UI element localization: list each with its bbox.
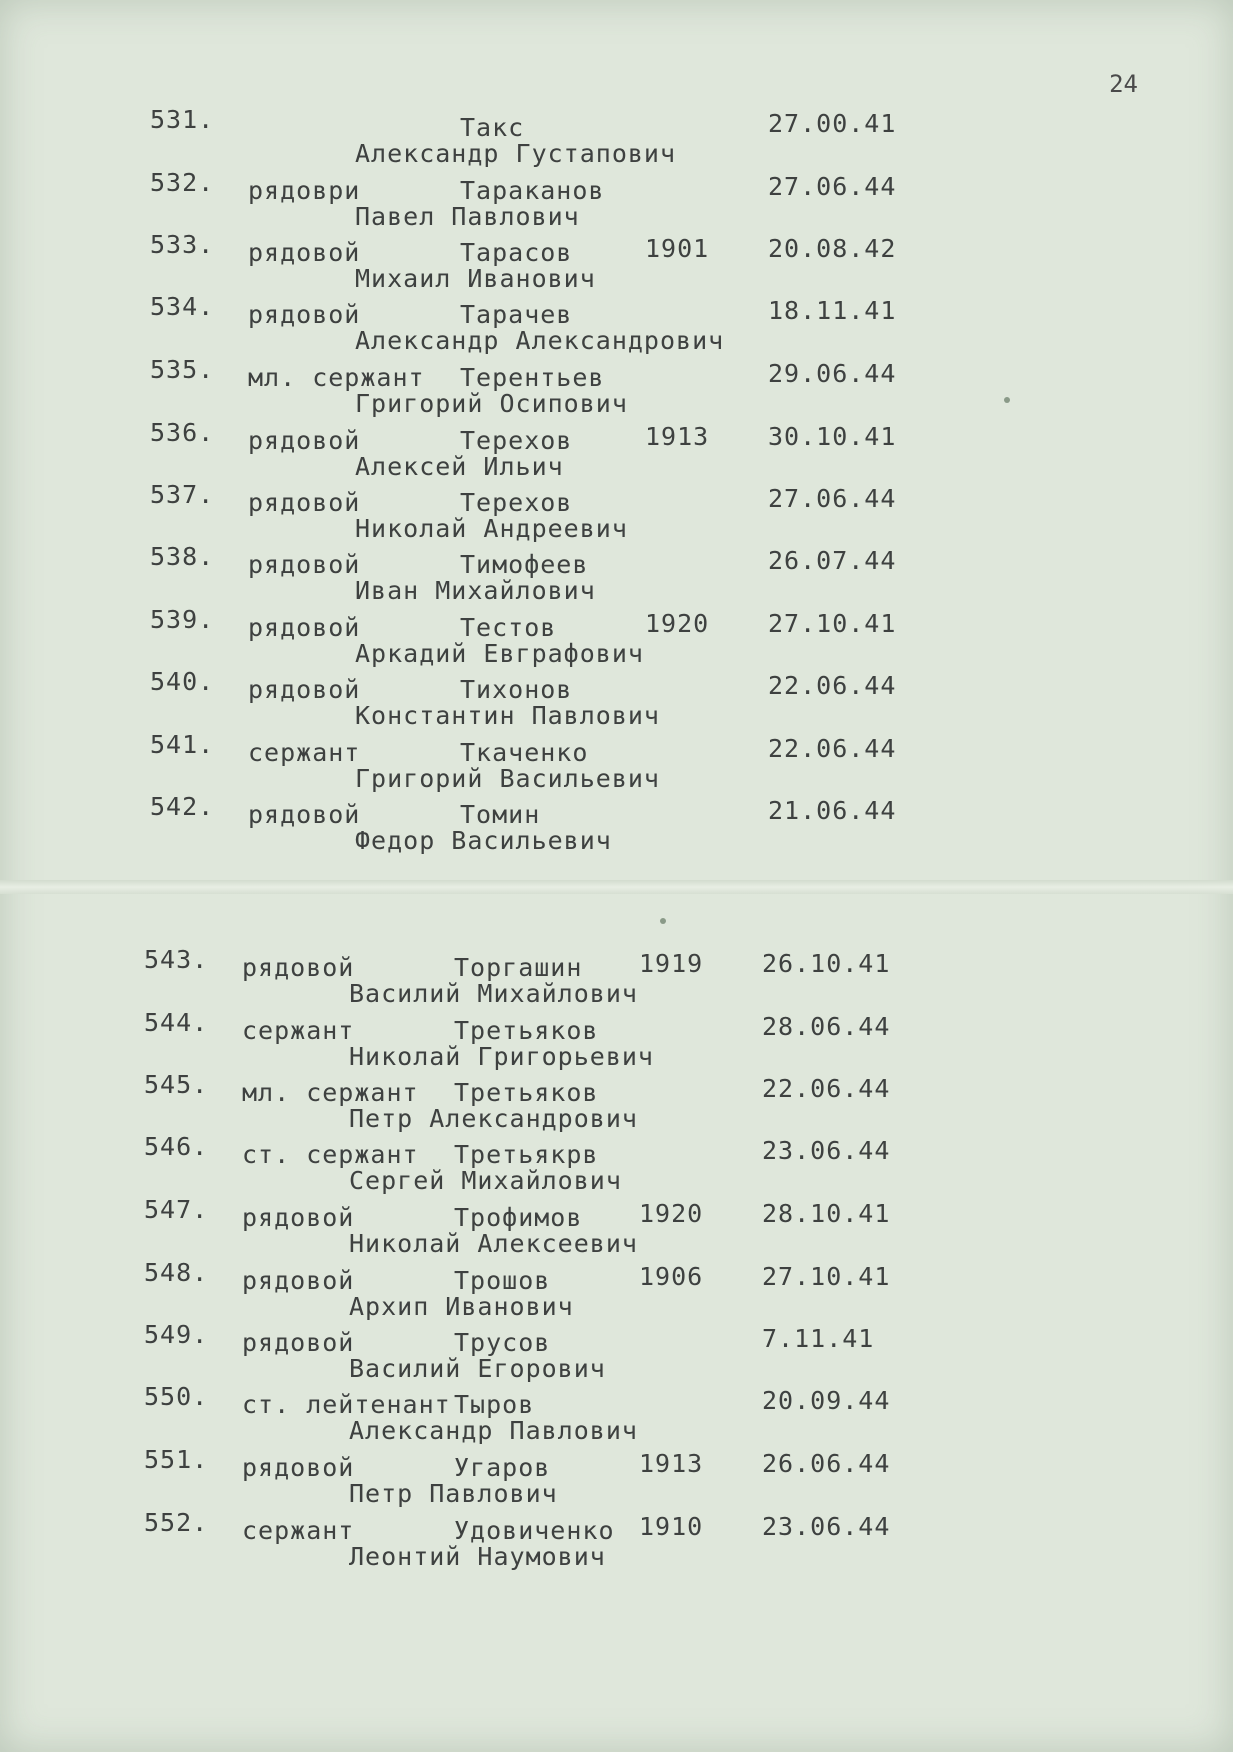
entry-date: 21.06.44 (768, 796, 897, 825)
entry-year: 1919 (639, 949, 704, 978)
entry-num: 539. (150, 605, 215, 634)
list-entry (0, 730, 1233, 792)
entry-surname: Третьяков (454, 1016, 599, 1045)
entry-rank: рядовой (248, 238, 361, 267)
list-entry (0, 1320, 1233, 1382)
entry-given: Павел Павлович (355, 202, 580, 231)
entry-num: 551. (144, 1445, 209, 1474)
entry-surname: Тестов (460, 613, 557, 642)
list-entry (0, 168, 1233, 230)
entry-surname: Угаров (454, 1453, 551, 1482)
entry-num: 546. (144, 1132, 209, 1161)
entry-num: 548. (144, 1258, 209, 1287)
entry-num: 547. (144, 1195, 209, 1224)
entry-surname: Трошов (454, 1266, 551, 1295)
entry-surname: Тихонов (460, 675, 573, 704)
entry-date: 7.11.41 (762, 1324, 875, 1353)
entry-rank: рядовой (242, 1328, 355, 1357)
entry-date: 30.10.41 (768, 422, 897, 451)
entry-date: 27.00.41 (768, 109, 897, 138)
entry-num: 543. (144, 945, 209, 974)
entry-surname: Торгашин (454, 953, 583, 982)
entry-date: 28.10.41 (762, 1199, 891, 1228)
entry-date: 26.06.44 (762, 1449, 891, 1478)
entry-rank: рядовой (248, 613, 361, 642)
entry-date: 18.11.41 (768, 296, 897, 325)
entry-num: 550. (144, 1382, 209, 1411)
list-entry (0, 1445, 1233, 1507)
list-entry (0, 605, 1233, 667)
entry-surname: Третьякрв (454, 1140, 599, 1169)
entry-year: 1920 (639, 1199, 704, 1228)
entry-rank: рядовой (242, 953, 355, 982)
entry-rank: рядовой (248, 426, 361, 455)
entry-rank: рядовой (242, 1203, 355, 1232)
entry-num: 542. (150, 792, 215, 821)
entry-num: 540. (150, 667, 215, 696)
entry-rank: рядовой (248, 488, 361, 517)
entry-rank: мл. сержант (248, 363, 425, 392)
entry-given: Иван Михайлович (355, 576, 596, 605)
entry-num: 538. (150, 542, 215, 571)
paper-speck (660, 918, 666, 924)
entry-year: 1906 (639, 1262, 704, 1291)
list-entry (0, 1132, 1233, 1194)
entry-given: Василий Михайлович (349, 979, 638, 1008)
entry-date: 26.10.41 (762, 949, 891, 978)
entry-surname: Тыров (454, 1390, 535, 1419)
entry-rank: рядовой (242, 1266, 355, 1295)
entry-date: 22.06.44 (768, 671, 897, 700)
entry-date: 27.10.41 (768, 609, 897, 638)
entry-given: Александр Густапович (355, 139, 677, 168)
entry-num: 545. (144, 1070, 209, 1099)
entry-surname: Третьяков (454, 1078, 599, 1107)
entry-surname: Терехов (460, 426, 573, 455)
entry-num: 544. (144, 1008, 209, 1037)
entry-date: 23.06.44 (762, 1512, 891, 1541)
entry-year: 1920 (645, 609, 710, 638)
list-entry (0, 292, 1233, 354)
entry-given: Сергей Михайлович (349, 1166, 622, 1195)
list-entry (0, 105, 1233, 167)
paper-fold (0, 880, 1233, 894)
entry-year: 1913 (645, 422, 710, 451)
entry-num: 552. (144, 1508, 209, 1537)
entry-given: Николай Андреевич (355, 514, 628, 543)
page-number: 24 (1109, 70, 1138, 98)
entry-surname: Такс (460, 113, 525, 142)
entry-surname: Тарасов (460, 238, 573, 267)
entry-num: 536. (150, 418, 215, 447)
entry-surname: Ткаченко (460, 738, 589, 767)
entry-given: Алексей Ильич (355, 452, 564, 481)
entry-date: 20.09.44 (762, 1386, 891, 1415)
entry-surname: Трусов (454, 1328, 551, 1357)
entry-rank: рядовой (248, 550, 361, 579)
list-entry (0, 1008, 1233, 1070)
entry-date: 23.06.44 (762, 1136, 891, 1165)
entry-num: 531. (150, 105, 215, 134)
entry-num: 534. (150, 292, 215, 321)
entry-date: 27.06.44 (768, 484, 897, 513)
entry-date: 27.06.44 (768, 172, 897, 201)
list-entry (0, 1382, 1233, 1444)
list-entry (0, 418, 1233, 480)
entry-surname: Терехов (460, 488, 573, 517)
list-entry (0, 480, 1233, 542)
entry-num: 533. (150, 230, 215, 259)
entry-given: Николай Алексеевич (349, 1229, 638, 1258)
entry-given: Аркадий Евграфович (355, 639, 644, 668)
list-entry (0, 667, 1233, 729)
entry-num: 549. (144, 1320, 209, 1349)
list-entry (0, 1258, 1233, 1320)
list-entry (0, 1070, 1233, 1132)
entry-rank: ст. сержант (242, 1140, 419, 1169)
list-entry (0, 945, 1233, 1007)
entry-rank: сержант (248, 738, 361, 767)
entry-given: Николай Григорьевич (349, 1042, 654, 1071)
entry-surname: Удовиченко (454, 1516, 615, 1545)
entry-rank: сержант (242, 1016, 355, 1045)
entry-date: 20.08.42 (768, 234, 897, 263)
entry-rank: ст. лейтенант (242, 1390, 451, 1419)
entry-given: Григорий Васильевич (355, 764, 660, 793)
entry-num: 535. (150, 355, 215, 384)
entry-given: Александр Павлович (349, 1416, 638, 1445)
entry-given: Михаил Иванович (355, 264, 596, 293)
list-entry (0, 1508, 1233, 1570)
entry-given: Григорий Осипович (355, 389, 628, 418)
entry-num: 541. (150, 730, 215, 759)
entry-date: 22.06.44 (762, 1074, 891, 1103)
entry-rank: мл. сержант (242, 1078, 419, 1107)
entry-rank: сержант (242, 1516, 355, 1545)
list-entry (0, 542, 1233, 604)
entry-given: Петр Павлович (349, 1479, 558, 1508)
entry-given: Петр Александрович (349, 1104, 638, 1133)
entry-date: 29.06.44 (768, 359, 897, 388)
entry-rank: рядовой (248, 800, 361, 829)
entry-date: 22.06.44 (768, 734, 897, 763)
entry-surname: Терентьев (460, 363, 605, 392)
entry-num: 537. (150, 480, 215, 509)
entry-given: Константин Павлович (355, 701, 660, 730)
list-entry (0, 792, 1233, 854)
entry-given: Александр Александрович (355, 326, 725, 355)
entry-given: Василий Егорович (349, 1354, 606, 1383)
entry-given: Федор Васильевич (355, 826, 612, 855)
entry-rank: рядовой (242, 1453, 355, 1482)
list-entry (0, 230, 1233, 292)
entry-year: 1913 (639, 1449, 704, 1478)
entry-date: 26.07.44 (768, 546, 897, 575)
entry-given: Леонтий Наумович (349, 1542, 606, 1571)
entry-date: 27.10.41 (762, 1262, 891, 1291)
entry-rank: рядовой (248, 675, 361, 704)
entry-num: 532. (150, 168, 215, 197)
entry-year: 1901 (645, 234, 710, 263)
entry-given: Архип Иванович (349, 1292, 574, 1321)
list-entry (0, 355, 1233, 417)
entry-surname: Тараканов (460, 176, 605, 205)
entry-date: 28.06.44 (762, 1012, 891, 1041)
entry-rank: рядоври (248, 176, 361, 205)
entry-surname: Тимофеев (460, 550, 589, 579)
entry-surname: Тарачев (460, 300, 573, 329)
entry-year: 1910 (639, 1512, 704, 1541)
list-entry (0, 1195, 1233, 1257)
entry-surname: Трофимов (454, 1203, 583, 1232)
entry-rank: рядовой (248, 300, 361, 329)
entry-surname: Томин (460, 800, 541, 829)
